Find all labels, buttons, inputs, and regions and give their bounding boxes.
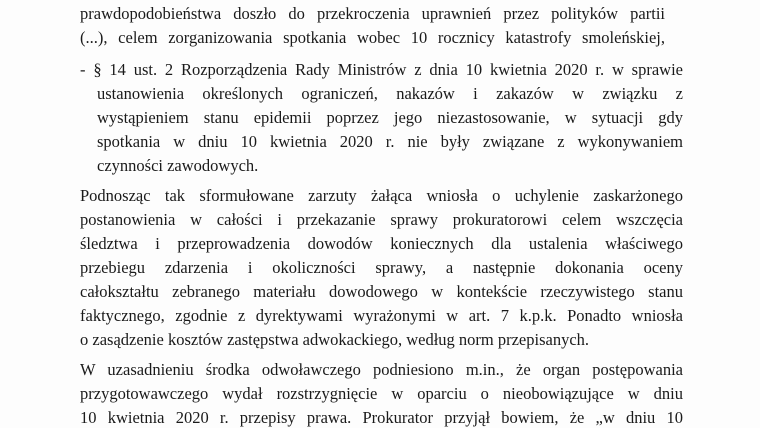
list-item-line-last: czynności zawodowych.: [97, 156, 259, 175]
paragraph-line: postanowienia w całości i przekazanie sprawy prokuratorowi celem wszczęcia: [80, 210, 683, 229]
paragraph-line: Podnosząc tak sformułowane zarzuty żałąca wniosła o uchylenie zaskarżonego: [80, 186, 683, 205]
paragraph-line: W uzasadnieniu środka odwoławczego podniesiono m.in., że organ postępowania: [80, 360, 683, 379]
paragraph-line: śledztwa i przeprowadzenia dowodów koniecznych dla ustalenia właściwego: [80, 234, 683, 253]
paragraph-line: przygotowawczego wydał rozstrzygnięcie w oparciu o nieobowiązujące w dniu: [80, 384, 683, 403]
list-item-line: wystąpieniem stanu epidemii poprzez jego niezastosowanie, w sytuacji gdy: [97, 108, 683, 127]
paragraph-line: 10 kwietnia 2020 r. przepisy prawa. Prokurator przyjął bowiem, że „w dniu 10: [80, 408, 683, 427]
paragraph-line-last: o zasądzenie kosztów zastępstwa adwokackiego, według norm przepisanych.: [80, 330, 590, 349]
list-item-line: ustanowienia określonych ograniczeń, nakazów i zakazów w związku z: [97, 84, 683, 103]
paragraph-line: faktycznego, zgodnie z dyrektywami wyrażonymi w art. 7 k.p.k. Ponadto wniosła: [80, 306, 683, 325]
text-line: (...), celem zorganizowania spotkania wobec 10 rocznicy katastrofy smoleńskiej,: [80, 28, 665, 47]
list-item-line: spotkania w dniu 10 kwietnia 2020 r. nie były związane z wykonywaniem: [97, 132, 683, 151]
text-line: prawdopodobieństwa doszło do przekroczenia uprawnień przez polityków partii: [80, 4, 665, 23]
list-item-line: - § 14 ust. 2 Rozporządzenia Rady Ministrów z dnia 10 kwietnia 2020 r. w sprawie: [80, 60, 683, 79]
paragraph-line: przebiegu zdarzenia i okoliczności sprawy, a następnie dokonania oceny: [80, 258, 683, 277]
paragraph-line: całokształtu zebranego materiału dowodowego w kontekście rzeczywistego stanu: [80, 282, 683, 301]
